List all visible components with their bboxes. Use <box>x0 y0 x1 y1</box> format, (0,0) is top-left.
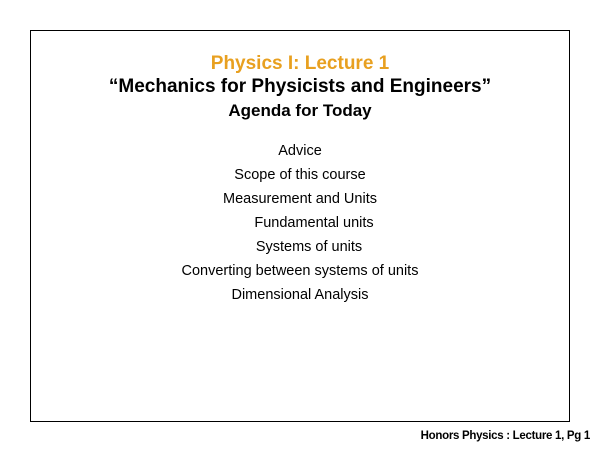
slide-footer: Honors Physics : Lecture 1, Pg 1 <box>420 430 590 442</box>
slide-frame <box>30 30 570 422</box>
agenda-item-systems-of-units: Systems of units <box>255 239 363 255</box>
agenda-item-fundamental-units: Fundamental units <box>254 215 374 231</box>
slide-title: Physics I: Lecture 1 <box>210 53 390 74</box>
agenda-item-converting: Converting between systems of units <box>181 263 419 279</box>
slide-subtitle: “Mechanics for Physicists and Engineers” <box>108 76 492 97</box>
agenda-item-measurement: Measurement and Units <box>223 191 377 207</box>
agenda-item-scope: Scope of this course <box>234 167 366 183</box>
agenda-item-advice: Advice <box>278 143 322 159</box>
agenda-item-dimensional-analysis: Dimensional Analysis <box>231 287 369 303</box>
agenda-heading: Agenda for Today <box>228 101 372 120</box>
